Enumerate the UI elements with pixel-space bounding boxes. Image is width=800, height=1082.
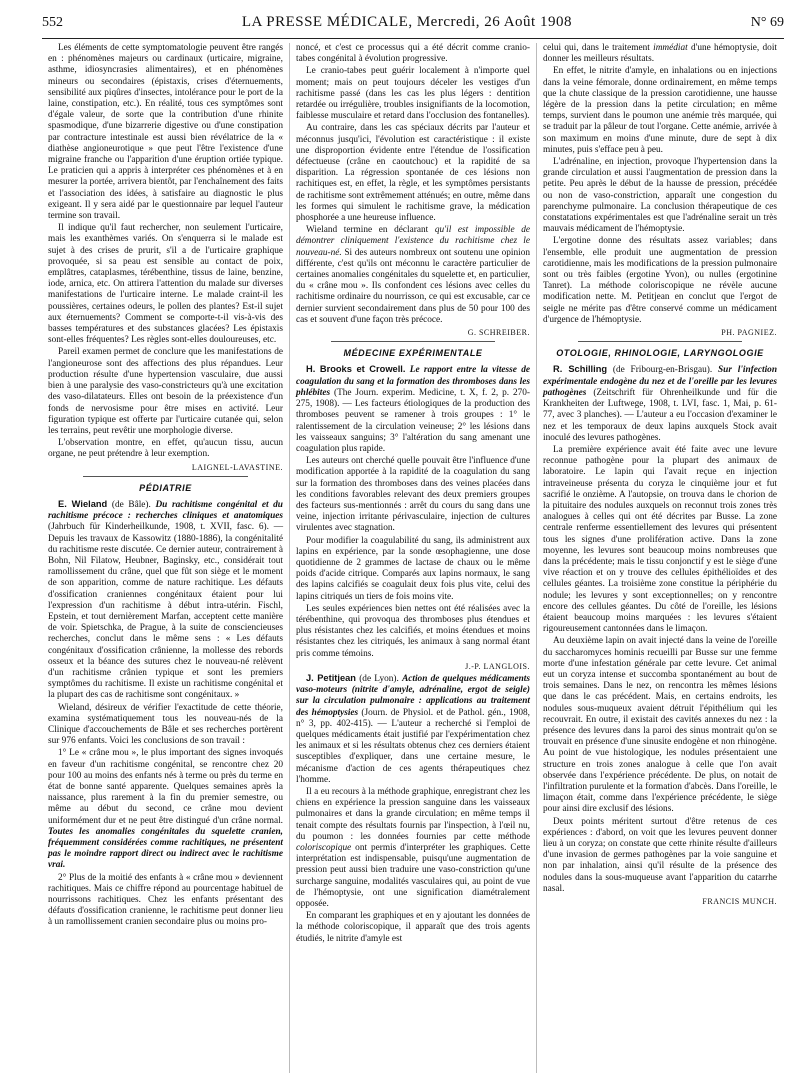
section-rule bbox=[83, 476, 248, 477]
journal-title bbox=[242, 14, 572, 31]
text: Si des auteurs nombreux ont soutenu une opinion différente, c'est qu'ils ont méconnu le caractère particulier de certaines anomalies congénitales du squelette et, en particulier, du « crâne mou ». Ils confondent ces lésions avec celles du rachitisme ordinaire du nourrisson, ce qui est excusable, car ce dernier survient secondairement dans plus de 50 pour 100 des cas et souvent d'une façon très précoce. bbox=[296, 247, 530, 325]
page-number: 552 bbox=[42, 15, 63, 30]
conclusion-item: 2° Plus de la moitié des enfants à « crâne mou » deviennent rachitiques. Mais ce chiffre répond au pourcentage habituel de nourrissons rachitiques. Chez les enfants présentant des défauts d'ossification cranienne, le rachitisme peut donner lieu à un ramollissement cranien secondaire plus ou moins pro- bbox=[48, 872, 283, 928]
header-rule bbox=[42, 38, 784, 39]
section-rule bbox=[331, 341, 495, 342]
text: Il a eu recours à la méthode graphique, enregistrant chez les chiens en expérience la pression sanguine dans les vaisseaux pulmonaires et dans la grande circulation; en même temps il tenait compte des résultats fournis par l'inspection, à l'œil nu, du poumon : les données fournies par cette méthode bbox=[296, 787, 530, 842]
article-body: (Journ. de Physiol. et de Pathol. gén., 1908, n° 3, pp. 402-415). — L'auteur a recherché si l'emploi de quelques médicaments était justifié par l'expérimentation chez les animaux et si les résultats obtenus chez ces derniers étaient susceptibles d'expliquer, dans une certaine mesure, le mécanisme d'action de ces agents thérapeutiques chez l'homme. bbox=[296, 707, 530, 785]
paragraph: Il indique qu'il faut rechercher, non seulement l'urticaire, mais les exanthèmes variés. On s'enquerra si le malade est sujet à des crises de prurit, s'il a de l'urticaire graphique provoquée, si sa peau est sensible au contact de poix, emplâtres, cataplasmes, térébenthine, tissus de laine, benzine, iode, arnica, etc. On attirera l'attention du malade sur diverses manifestations de l'urticaire interne. Le malade craint-il les poussières, certaines odeurs, le pollen des plantes? Est-il sujet aux éternuements? Comment se comporte-t-il vis-à-vis des basses températures et des substances glacées? Les épistaxis sont-elles fréquentes? Les règles sont-elles douloureuses, etc. bbox=[48, 223, 283, 346]
paragraph: Au contraire, dans les cas spéciaux décrits par l'auteur et méconnus jusqu'ici, l'évolution est caractéristique : il existe une disproportion évidente entre l'étendue de l'ossification défectueuse (crâne en caoutchouc) et la rapidité de sa disparition. La régression spontanée de ces lésions non rachitiques est, en effet, la règle, et les symptômes persistants de rachitisme sont extrêmement atténués; en outre, même dans les formes qui simulent le rachitisme grave, la médication phosphorée a une heureuse influence. bbox=[296, 123, 530, 224]
article-city: (de Bâle). bbox=[107, 499, 156, 510]
issue-number: N° 69 bbox=[750, 15, 784, 30]
paragraph: L'observation montre, en effet, qu'aucun tissu, aucun organe, ne peut prétendre à leur exemption. bbox=[48, 438, 283, 460]
article-abstract bbox=[543, 364, 777, 443]
emphasis: coloriscopique bbox=[296, 843, 352, 854]
signature: J.-P. LANGLOIS. bbox=[465, 661, 530, 671]
article-title: Du rachitisme congénital et du rachitisme précoce : recherches cliniques et anatomiques bbox=[48, 499, 283, 522]
paragraph: Au deuxième lapin on avait injecté dans la veine de l'oreille du saccharomyces hominis recueilli par Busse sur une femme morte d'une infestation générale par cette levure. Cet animal eut un coryza intense et succomba spontanément au bout de trois semaines. Dans le nez, on rencontra les mêmes lésions que dans le cas précédent. Mais, en certains endroits, les nodules sous-muqueux avaient détruit l'épithélium qui les recouvrait. En outre, il existait des cavités annexes du nez : la présence des levures dans la paroi des sinus montrait qu'on se trouvait en présence d'une sinusite endogène et non rhinogène. Au point de vue histologique, les nodules présentaient une structure en trois zones analogue à celle que l'on avait observée dans l'expérience précédente. De plus, on notait de l'infiltration purulente et la formation d'abcès. Dans l'oreille, le limaçon était, comme dans l'expérience précédente, le siège pour ainsi dire exclusif des lésions. bbox=[543, 636, 777, 815]
article-title: Action de quelques médicaments vaso-moteurs (nitrite d'amyle, adrénaline, ergot de seigle) sur la circulation pulmonaire : applications au traitement des hémoptysies bbox=[296, 673, 530, 718]
paragraph: noncé, et c'est ce processus qui a été décrit comme cranio-tabes congénital à évolution progressive. bbox=[296, 43, 530, 65]
article-author: E. Wieland bbox=[58, 498, 108, 509]
signature: LAIGNEL-LAVASTINE. bbox=[191, 462, 283, 472]
section-heading-pediatrie: PÉDIATRIE bbox=[139, 482, 192, 493]
article-city: (de Lyon). bbox=[355, 673, 403, 684]
signature: PH. PAGNIEZ. bbox=[721, 328, 777, 338]
text: celui qui, dans le traitement bbox=[543, 43, 654, 53]
article-abstract bbox=[48, 499, 283, 702]
conclusion-item bbox=[48, 748, 283, 871]
paragraph: L'ergotine donne des résultats assez variables; dans l'ensemble, elle produit une augmentation de pression carotidienne, mais les modifications de la pression pulmonaire sont ou très faibles (ergotine Yvon), ou nulles (ergotinine Tanret). La méthode coloriscopique ne révèle aucune modification nette. M. Petitjean en conclut que l'ergot de seigle ne mérite pas d'être conservé comme un médicament d'urgence de l'hémoptysie. bbox=[543, 236, 777, 325]
article-body: (The Journ. experim. Medicine, t. X, f. 2, p. 270-275, 1908). — Les facteurs étiologiques de la production des thromboses peuvent se ramener à trois groupes : 1° le ralentissement de la circulation veineuse; 2° les lésions dans les vaisseaux sanguins; 3° l'altération du sang amenant une coagulation plus rapide. bbox=[296, 387, 530, 454]
paragraph: Deux points méritent surtout d'être retenus de ces expériences : d'abord, on voit que les levures peuvent donner lieu à un coryza; on constate que cette rhinite résulte d'ailleurs d'une invasion de germes pathogènes par la voie sanguine et non par inhalation, ainsi qu'il résulte de la présence des nodules dans la sous-muqueuse avant l'apparition du catarrhe nasal. bbox=[543, 816, 777, 894]
paragraph bbox=[296, 787, 530, 910]
paragraph: Le cranio-tabes peut guérir localement à n'importe quel moment; mais on peut toujours déceler les vestiges d'un rachitisme passé (dans les cas les plus légers : dentition retardée ou irrégulière, troubles insignifiants de la locomotion, faiblesse musculaire et retard dans l'occlusion des fontanelles). bbox=[296, 66, 530, 122]
emphasis: immédiat bbox=[653, 43, 688, 53]
paragraph: En comparant les graphiques et en y ajoutant les données de la méthode coloriscopique, il apparaît que des trois agents étudiés, le nitrite d'amyle est bbox=[296, 911, 530, 944]
signature: G. SCHREIBER. bbox=[467, 328, 530, 338]
paragraph: Wieland, désireux de vérifier l'exactitude de cette théorie, examina systématiquement tous les nouveau-nés de la Clinique d'accouchements de Bâle et ses recherches portèrent sur 976 enfants. Voici les conclusions de son travail : bbox=[48, 702, 283, 747]
signature: FRANCIS MUNCH. bbox=[702, 897, 777, 907]
journal-name: LA PRESSE MÉDICALE, bbox=[241, 14, 413, 30]
article-author: J. Petitjean bbox=[306, 672, 356, 683]
paragraph bbox=[296, 225, 530, 326]
text: Wieland termine en déclarant bbox=[306, 225, 435, 236]
paragraph: Les auteurs ont cherché quelle pouvait être l'influence d'une modification apportée à la rapidité de la coagulation du sang sur la formation des thromboses dans des veines placées dans les conditions favorables relevant des deux premiers groupes des facteurs sus-mentionnés : arrêt du cours du sang dans une veine, injection irritante périvasculaire, injection de cultures virulentes avec stagnation. bbox=[296, 456, 530, 534]
paragraph: L'adrénaline, en injection, provoque l'hypertension dans la grande circulation et aussi l'augmentation de pression dans la petite. Peu après le début de la hausse de pression, précédée ou non de vaso-constriction, apparaît une congestion du parenchyme pulmonaire. La conclusion thérapeutique de ces constatations expérimentales est que l'adrénaline serait un très mauvais médicament de l'hémoptysie. bbox=[543, 157, 777, 235]
page-header bbox=[42, 14, 784, 36]
text: d'une hémoptysie, doit donner les meilleurs résultats. bbox=[543, 43, 777, 65]
paragraph: Pour modifier la coagulabilité du sang, ils administrent aux lapins en expérience, par la sonde œsophagienne, une dose quotidienne de 2 grammes de lactase de chaux ou le même poids d'acide citrique. Comparés aux lapins normaux, le sang des lapins calcifiés se coagulait deux fois plus vite, celui des lapins citriqués un tiers de fois moins vite. bbox=[296, 535, 530, 602]
paragraph bbox=[543, 43, 777, 65]
paragraph: La première expérience avait été faite avec une levure reconnue pathogène pour la plupart des animaux de laboratoire. Le lapin qui l'avait reçue en injection intraveineuse présenta du coryza le cinquième jour et fut sacrifié le onzième. A l'autopsie, on trouva dans le chorion de la pituitaire des nodules auxquels on reconnut trois zones très analogues à celles qui ont été décrites par Busse. La zone centrale renferme essentiellement des levures qui présentent tous les signes d'une prolifération active. Dans la zone moyenne, les levures sont beaucoup moins nombreuses que dans la précédente; mais le tissu conjonctif y est le siège d'une vive réaction et on y trouve des cellules épithélioïdes et des cellules géantes. La troisième zone constitue la périphérie du nodule; les levures y sont exceptionnelles; on y rencontre encore des cellules géantes. Du côté de l'oreille, les lésions étaient beaucoup moins marquées : les levures s'étaient rigoureusement cantonnées dans le limaçon. bbox=[543, 444, 777, 635]
article-body: (Zeitschrift für Ohrenheilkunde und für die Krankheiten der Luftwege, 1908, t. LVI, fasc. 1, Mai, p. 61-77, avec 3 planches). — L'auteur a eu l'occasion d'examiner le nez et les temporaux de deux lapins auxquels Stock avait inoculé des levures pathogènes. bbox=[543, 387, 777, 443]
conclusion-emphasis: Toutes les anomalies congénitales du squelette cranien, fréquemment considérées comme rachitiques, ne présentent pas le moindre rapport direct ou indirect avec le rachitisme vrai. bbox=[48, 826, 283, 871]
paragraph: Les éléments de cette symptomatologie peuvent être rangés en : phénomènes majeurs ou cardinaux (urticaire, migraine, asthme, idiosyncrasies alimentaires), et en phénomènes mineurs ou secondaires (épistaxis, crises d'éternuements, sensibilité aux piqûres d'insectes, intolérance pour le port de la laine, constipation, etc.). En réalité, tous ces symptômes sont d'égale valeur, de sorte que la contribution d'une rhinite spasmodique, d'une bizarrerie digestive ou d'une constipation par contracture intestinale est aussi bien révélatrice de la « diathèse angioneurotique » que peut l'être l'existence d'une migraine franche ou l'apparition d'une éruption ortiée typique. Le praticien qui a appris à interpréter ces phénomènes et à en mesurer la portée, arrivera bientôt, par l'enchaînement des faits et l'association des idées, à satisfaire au diagnostic le plus exigeant. Il y sera aidé par le questionnaire par lequel l'auteur termine son travail. bbox=[48, 43, 283, 222]
conclusion-text: 1° Le « crâne mou », le plus important des signes invoqués en faveur d'un rachitisme congénital, se rencontre chez 20 pour 100 au moins des enfants nés à terme ou près du terme en état de bonne santé apparente. Quelques semaines après la naissance, plus rarement à la fin du premier semestre, ou même au début du second, ce crâne mou devient uniformément dur et ne peut être distingué d'un crâne normal. bbox=[48, 748, 283, 826]
section-heading-medecine-experimentale: MÉDECINE EXPÉRIMENTALE bbox=[343, 348, 483, 359]
issue-date: Mercredi, 26 Août 1908 bbox=[416, 14, 572, 30]
article-author: R. Schilling bbox=[553, 364, 608, 375]
column-1 bbox=[42, 43, 289, 1073]
text: ont permis d'interpréter les graphiques. Cette interprétation est indispensable, puisqu'une augmentation de pression peut aussi bien traduire une vaso-constriction qu'une surcharge sanguine, modalités vasculaires qui, au point de vue de l'hémoptysie, ont une signification diamétralement opposée. bbox=[296, 843, 530, 910]
column-3 bbox=[536, 43, 783, 1073]
article-abstract bbox=[296, 364, 530, 455]
article-title: Sur l'infection expérimentale endogène du nez et de l'oreille par les levures pathogènes bbox=[543, 365, 777, 398]
article-body: (Jahrbuch für Kinderheilkunde, 1908, t. XVII, fasc. 6). — Depuis les travaux de Kassowitz (1880-1886), la congénitalité du rachitisme reste discutée. Ce dernier auteur, contrairement à Bohn, Nil Filatow, Heubner, Baginsky, etc., considérait tout ramollissement du crâne, quel que fût son siège et le moment de son apparition, comme de nature rachitique. Les défauts d'ossification craniennes congénitaux étaient pour lui l'expression d'un rachitisme à début intra-utérin. Fischl, Epstein, et tout dernièrement Marfan, acceptent cette manière de voir. Spietschka, de Prague, à la suite de consciencieuses recherches, conclut dans le même sens : « Les défauts congénitaux d'ossification crânienne, la mollesse des rebords osseux et la béance des sutures chez le nouveau-né relèvent d'un rachitisme crânien typique et sont les premiers symptômes du rachitisme. Il existe un rachitisme congénital et la plupart des cas de rachitisme sont congénitaux. » bbox=[48, 522, 283, 701]
paragraph: En effet, le nitrite d'amyle, en inhalations ou en injections dans la veine fémorale, donne ordinairement, en même temps que la chute classique de la pression carotidienne, une hausse légère de la pression dans la petite circulation; en même temps, survient dans le poumon une anémie très marquée, qui se traduit par la pâleur de tout l'organe. Cette anémie, arrivée à son maximum en moins d'une minute, dure de sept à dix minutes, puis s'efface peu à peu. bbox=[543, 66, 777, 155]
columns bbox=[42, 43, 784, 1073]
paragraph: Les seules expériences bien nettes ont été réalisées avec la térébenthine, qui provoqua des thromboses plus étendues et plus résistantes chez les calcifiés, et moins étendues et moins résistantes chez les citriqués, les animaux à sang normal étant pris comme témoins. bbox=[296, 603, 530, 659]
paragraph: Pareil examen permet de conclure que les manifestations de l'angioneurose sont des affections des plus répandues. Leur production résulte d'une hypertension vasculaire, due aussi bien à une paralysie des vaso-constricteurs qu'à une excitation des vaso-dilatateurs. Elles ont besoin de la préexistence d'un fonds de nervosisme pour être mises en activité. Leur figuration typique est offerte par l'urticaire cutanée qui, selon les terrains, peut revêtir une morphologie diverse. bbox=[48, 347, 283, 436]
section-rule bbox=[578, 341, 742, 342]
article-city: (de Fribourg-en-Brisgau). bbox=[607, 365, 718, 376]
article-abstract bbox=[296, 673, 530, 786]
section-heading-otologie: OTOLOGIE, RHINOLOGIE, LARYNGOLOGIE bbox=[556, 348, 764, 359]
article-author: H. Brooks et Crowell. bbox=[306, 364, 406, 375]
emphasis: qu'il est impossible de démontrer cliniquement l'existence du rachitisme chez le nouveau-né. bbox=[296, 225, 531, 258]
article-title: Le rapport entre la vitesse de coagulation du sang et la formation des thromboses dans les phlébites bbox=[296, 365, 530, 398]
column-2 bbox=[289, 43, 536, 1073]
